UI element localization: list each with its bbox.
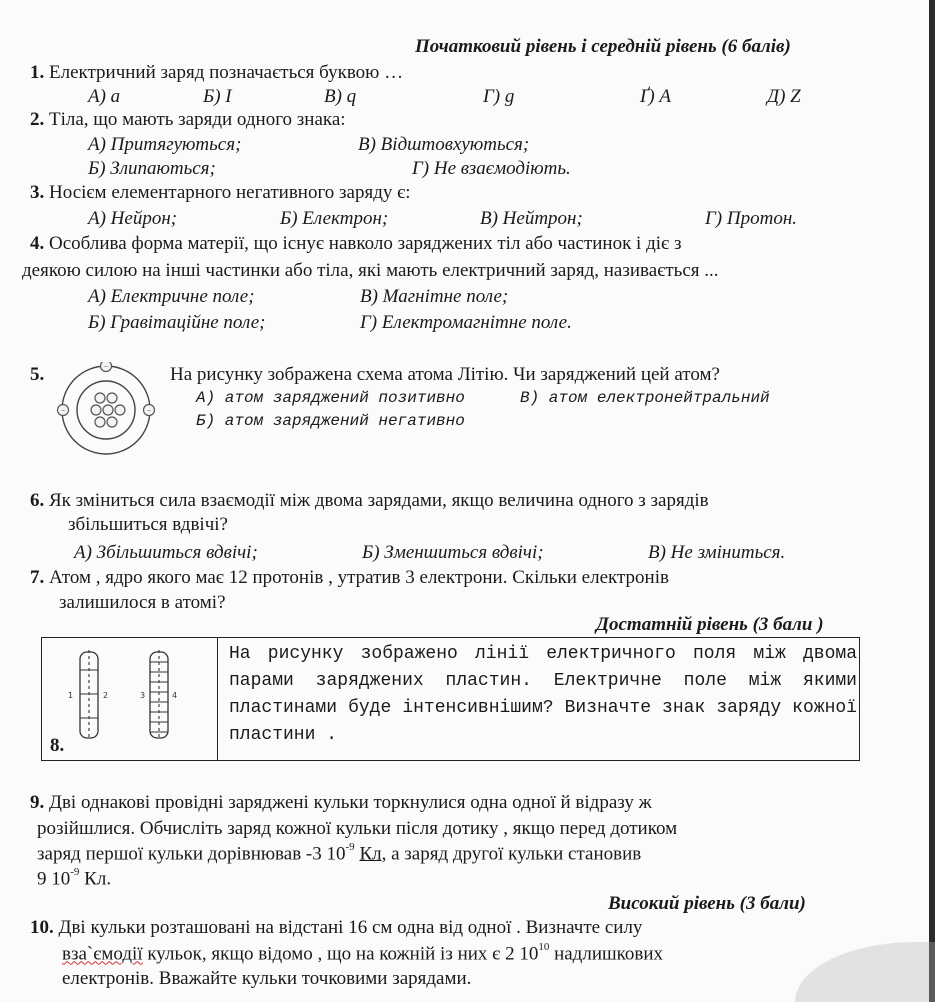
question-text-line-4 [37,868,111,890]
q3-option-v: В) Нейтрон; [480,208,583,229]
question-number: 4. [30,233,45,254]
question-text-line-1: Як зміниться сила взаємодії між двома зарядами, якщо величина одного з зарядів [49,490,709,511]
nucleon [91,405,101,415]
question-3 [30,182,411,204]
question-text: Електричний заряд позначається буквою … [49,62,404,83]
q1-option-a: А) a [88,86,121,107]
box-divider [217,638,218,760]
charge-2-prefix: 9 [37,868,47,890]
q1-option-v: В) q [324,86,357,107]
q4-option-b: Б) Гравітаційне поле; [88,312,266,333]
nucleon [115,405,125,415]
question-number: 1. [30,62,45,83]
q3-option-a: А) Нейрон; [88,208,178,229]
nucleon [107,393,117,403]
charge-1-prefix: заряд першої кульки дорівнював -3 [37,843,322,865]
question-text-line-1: Атом , ядро якого має 12 протонів , утратив 3 електрони. Скільки електронів [49,567,669,588]
charge-2-exponent: -9 [70,866,80,878]
q5-option-v: В) атом електронейтральний [520,389,770,407]
question-8-text: На рисунку зображено лінії електричного поля між двома парами заряджених пластин. Електричне поле між якими пластинами буде інтенсивнішим? Визначте знак заряду кожної пластини . [229,644,857,745]
misspelled-word: вза`ємодії [62,943,143,965]
question-number: 9. [30,792,45,813]
plate-label-1: 1 [68,691,74,700]
nucleon [95,393,105,403]
section-title-high: Високий рівень (3 бали) [608,893,806,914]
svg-text:−: − [60,407,66,414]
question-number: 2. [30,109,45,130]
question-4 [30,233,681,255]
q5-option-a: А) атом заряджений позитивно [196,389,465,407]
q6-option-v: В) Не зміниться. [648,542,786,563]
charge-1-unit: Кл [359,843,382,865]
plate-label-4: 4 [172,691,178,700]
question-9 [30,792,652,814]
q1-option-gg: Ґ) A [640,86,672,107]
question-7 [30,567,669,589]
q3-option-g: Г) Протон. [705,208,798,229]
page-curl-shadow [795,942,935,1002]
question-number: 7. [30,567,45,588]
charge-1-exponent: -9 [345,841,355,853]
question-text-continued: , а заряд другої кульки становив [381,843,642,865]
question-text-line-3 [37,843,641,865]
q1-option-d: Д) Z [767,86,801,107]
section-title-sufficient: Достатній рівень (3 бали ) [596,614,824,635]
question-text: Носієм елементарного негативного заряду є: [49,182,411,203]
question-text-line-2: деякою силою на інші частинки або тіла, які мають електричний заряд, називається ... [22,260,719,281]
svg-text:−: − [146,407,152,414]
question-text-line-1: Дві однакові провідні заряджені кульки торкнулися одна одної й відразу ж [49,792,652,813]
screen-edge [929,0,935,1002]
charged-plates-diagram [62,644,212,748]
question-number: 5. [30,364,45,385]
q6-option-b: Б) Зменшиться вдвічі; [362,542,544,563]
question-text-line-2: залишилося в атомі? [59,592,226,613]
question-text-part: надлишкових [549,943,664,965]
q2-option-b: Б) Злипаються; [88,158,216,179]
q2-option-a: А) Притягуються; [88,134,242,155]
question-number: 8. [50,735,65,756]
plate-label-2: 2 [103,691,109,700]
question-text-line-2 [62,943,663,965]
question-number: 10. [30,917,54,938]
section-title-basic: Початковий рівень і середній рівень (6 балів) [415,36,791,57]
question-text-line-3: електронів. Вважайте кульки точковими зарядами. [62,968,472,989]
question-text-line-2: розійшлися. Обчисліть заряд кожної кульки після дотику , якщо перед дотиком [37,818,678,839]
question-number: 3. [30,182,45,203]
lithium-atom-diagram [56,362,156,458]
plate-label-3: 3 [140,691,146,700]
q6-option-a: А) Збільшиться вдвічі; [74,542,258,563]
electron-count-exponent: 10 [538,941,550,953]
question-text: Тіла, що мають заряди одного знака: [49,109,346,130]
q4-option-g: Г) Електромагнітне поле. [360,312,572,333]
svg-text:−: − [103,363,109,370]
charge-1-base: 10 [326,843,346,865]
question-2 [30,109,346,131]
question-1 [30,62,403,84]
q4-option-v: В) Магнітне поле; [360,286,509,307]
question-6 [30,490,709,512]
q4-option-a: А) Електричне поле; [88,286,255,307]
q5-option-b: Б) атом заряджений негативно [196,412,465,430]
nucleon [107,417,117,427]
q2-option-v: В) Відштовхуються; [358,134,530,155]
charge-2-unit: Кл. [84,868,112,890]
q3-option-b: Б) Електрон; [280,208,389,229]
question-text-line-1: Дві кульки розташовані на відстані 16 см одна від одної . Визначте силу [58,917,643,938]
charge-2-base: 10 [51,868,71,890]
q1-option-b: Б) I [203,86,232,107]
question-text-line-1: Особлива форма матерії, що існує навколо заряджених тіл або частинок і діє з [49,233,682,254]
question-number: 6. [30,490,45,511]
q2-option-g: Г) Не взаємодіють. [412,158,571,179]
nucleon [103,405,113,415]
question-text-line-2: збільшиться вдвічі? [68,514,228,535]
nucleon [95,417,105,427]
q1-option-g: Г) g [483,86,515,107]
question-text-part: кульок, якщо відомо , що на кожній із них є 2 [142,943,515,965]
question-5-text: На рисунку зображена схема атома Літію. Чи заряджений цей атом? [170,364,720,385]
question-10 [30,917,642,939]
electron-count-base: 10 [519,943,539,965]
